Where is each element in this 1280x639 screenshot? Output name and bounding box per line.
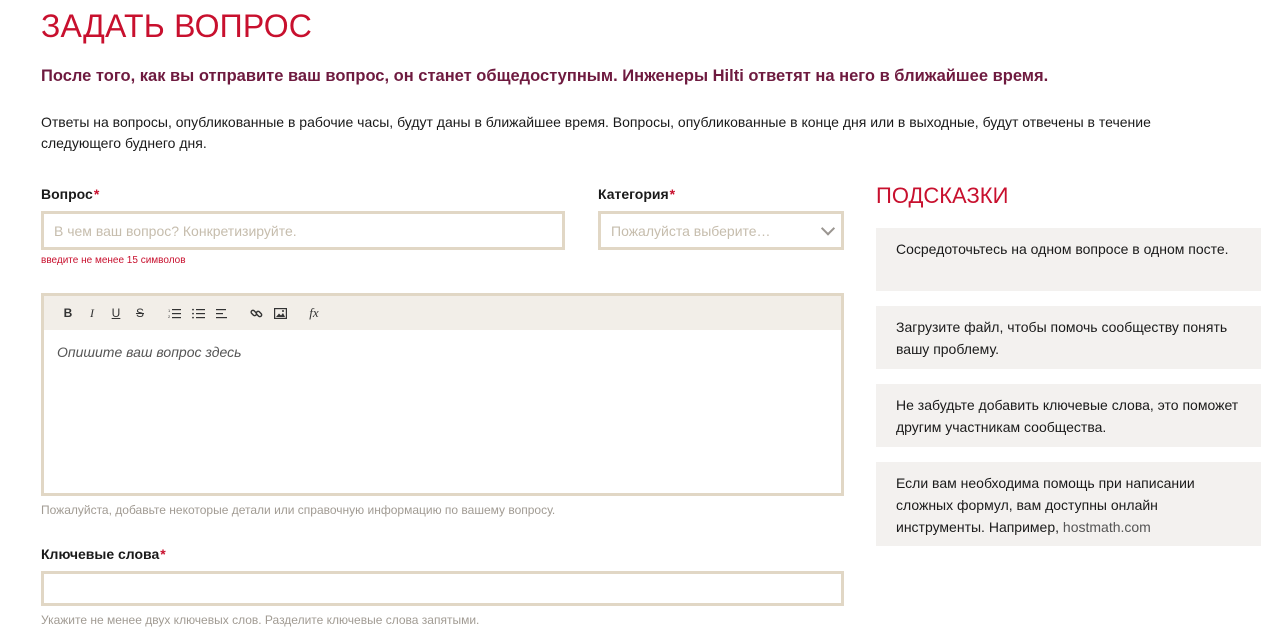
- tip-text: Загрузите файл, чтобы помочь сообществу понять вашу проблему.: [896, 319, 1228, 357]
- chevron-down-icon: [821, 221, 835, 235]
- editor-placeholder: Опишите ваш вопрос здесь: [57, 344, 242, 360]
- svg-text:1: 1: [167, 307, 170, 313]
- image-button[interactable]: [268, 301, 292, 325]
- keywords-input[interactable]: [41, 571, 844, 606]
- tip-card: [876, 384, 1261, 447]
- category-label: [598, 186, 675, 202]
- underline-button[interactable]: [104, 301, 128, 325]
- italic-button[interactable]: [80, 301, 104, 325]
- intro-text: Ответы на вопросы, опубликованные в рабочие часы, будут даны в ближайшее время. Вопросы, опубликованные в конце дня или в выходные, будут отвечены в течение следующего буднего дня.: [41, 114, 1151, 151]
- question-label: [41, 186, 99, 202]
- hostmath-link[interactable]: hostmath.com: [1062, 519, 1151, 535]
- clear-format-button[interactable]: [302, 301, 326, 325]
- page-title: ЗАДАТЬ ВОПРОС: [41, 8, 313, 44]
- clear-format-icon: fx: [309, 305, 319, 320]
- tip-text: Сосредоточьтесь на одном вопросе в одном посте.: [896, 241, 1229, 257]
- keywords-label: [41, 546, 166, 562]
- keywords-label-text: Ключевые слова: [41, 546, 160, 562]
- category-label-text: Категория: [598, 186, 669, 202]
- required-mark: *: [160, 546, 166, 562]
- intro-notice: После того, как вы отправите ваш вопрос, он станет общедоступным. Инженеры Hilti ответят на него в ближайшее время.: [41, 67, 1049, 85]
- required-mark: *: [93, 186, 100, 202]
- editor-help: Пожалуйста, добавьте некоторые детали или справочную информацию по вашему вопросу.: [41, 503, 556, 517]
- question-editor[interactable]: [41, 293, 844, 496]
- tip-card: [876, 462, 1261, 546]
- question-input[interactable]: [41, 211, 565, 250]
- strike-icon: S: [135, 306, 144, 320]
- ordered-list-button[interactable]: [162, 301, 186, 325]
- question-placeholder: В чем ваш вопрос? Конкретизируйте.: [54, 222, 297, 239]
- category-select[interactable]: [598, 211, 844, 250]
- svg-text:2: 2: [167, 313, 170, 319]
- tip-card: [876, 306, 1261, 369]
- question-error: введите не менее 15 символов: [41, 255, 186, 266]
- underline-icon: U: [111, 306, 121, 320]
- required-mark: *: [669, 186, 676, 202]
- ordered-list-icon: [168, 308, 181, 319]
- keywords-help: Укажите не менее двух ключевых слов. Разделите ключевые слова запятыми.: [41, 613, 480, 627]
- bullet-list-icon: [192, 308, 205, 319]
- tip-text: Если вам необходима помощь при написании сложных формул, вам доступны онлайн инструменты. Например,: [896, 475, 1195, 535]
- editor-toolbar: [44, 296, 841, 330]
- strike-button[interactable]: [128, 301, 152, 325]
- tip-card: [876, 228, 1261, 291]
- bullet-list-button[interactable]: [186, 301, 210, 325]
- link-icon: [250, 307, 263, 320]
- image-icon: [274, 308, 287, 319]
- align-left-icon: [216, 308, 228, 319]
- bold-icon: B: [63, 306, 73, 320]
- align-button[interactable]: [210, 301, 234, 325]
- link-button[interactable]: [244, 301, 268, 325]
- tip-text: Не забудьте добавить ключевые слова, это поможет другим участникам сообщества.: [896, 397, 1239, 435]
- bold-button[interactable]: [56, 301, 80, 325]
- italic-icon: I: [90, 305, 94, 320]
- question-label-text: Вопрос: [41, 186, 93, 202]
- tips-title: ПОДСКАЗКИ: [876, 183, 1009, 208]
- category-placeholder: Пожалуйста выберите…: [611, 222, 771, 239]
